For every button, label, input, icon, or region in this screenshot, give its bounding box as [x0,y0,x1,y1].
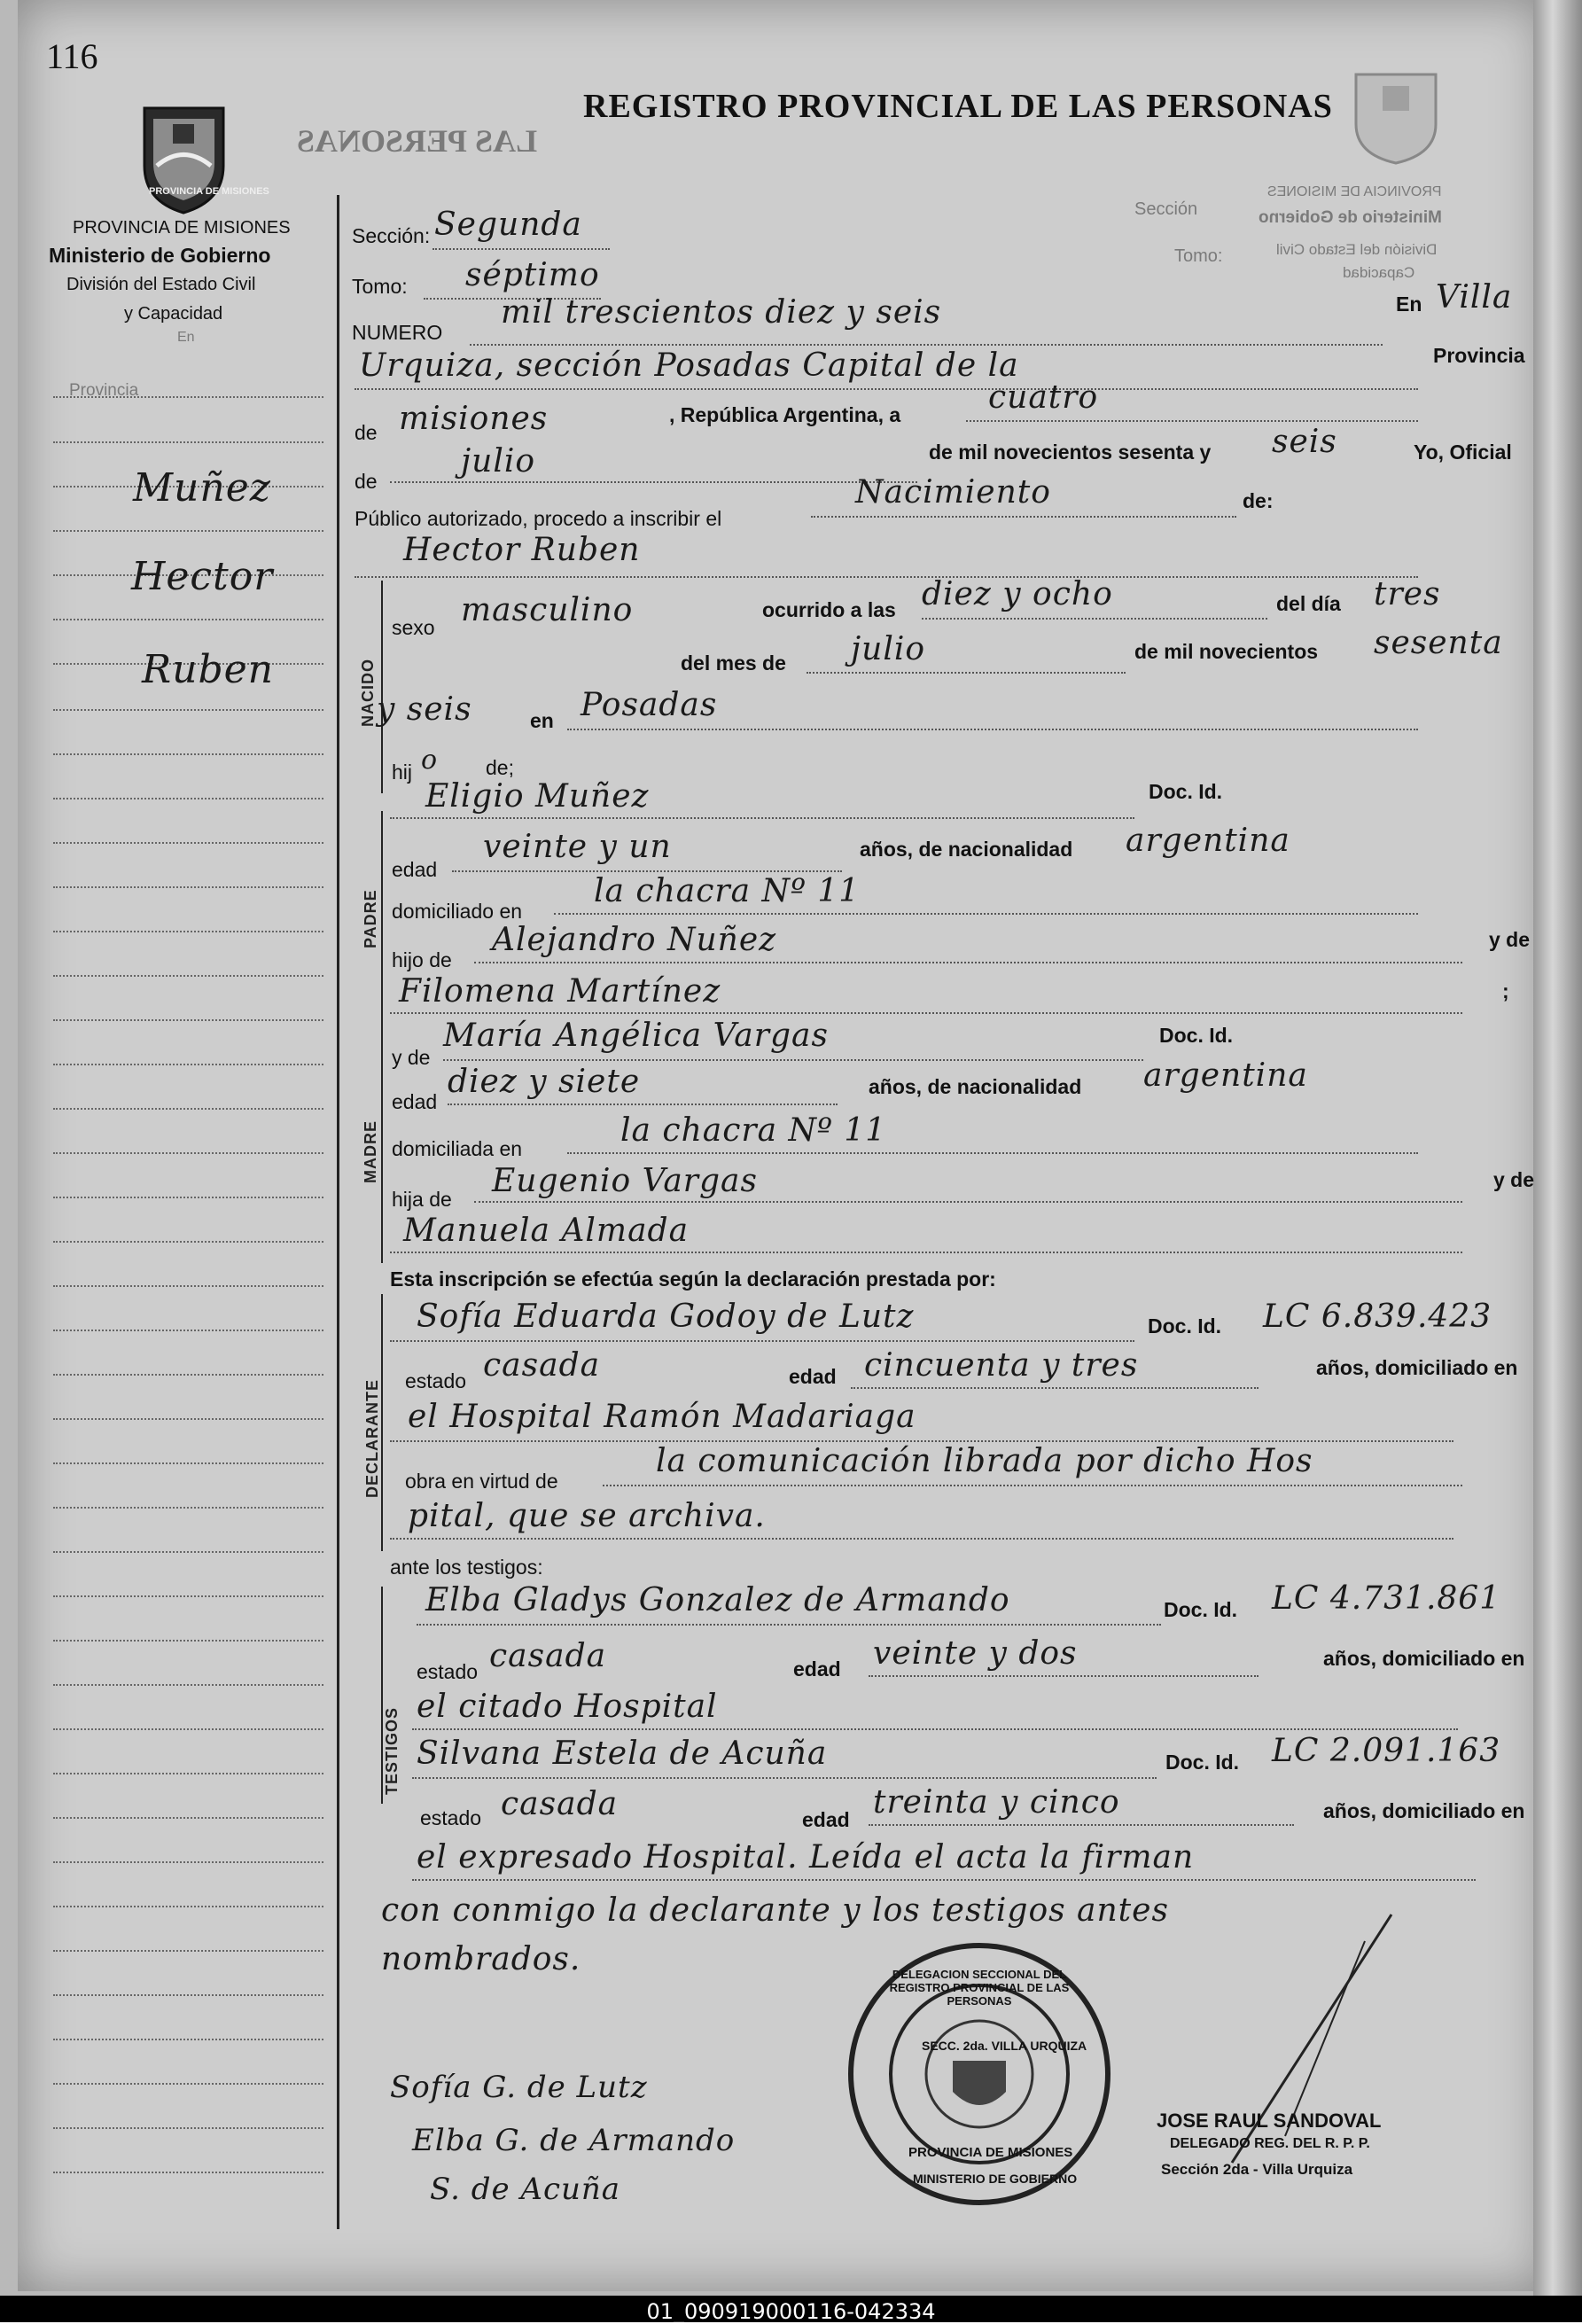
padre-nac-label: años, de nacionalidad [860,838,1073,861]
bleed-capacidad: Capacidad [1343,264,1415,281]
margin-line [53,1728,323,1730]
t2-estado-value: casada [501,1786,619,1822]
seccion-label: Sección: [352,224,431,247]
margin-line [53,1950,323,1952]
nacido-border [381,581,383,793]
t2-dom-value: el expresado Hospital. Leída el acta la firman [417,1839,1195,1876]
margin-line [53,1418,323,1420]
declarante-line4-rule [390,1538,1453,1540]
inscribir-line [811,516,1236,518]
margin-line [53,1197,323,1198]
declarante-dom-label: años, domiciliado en [1316,1356,1518,1379]
t2-doc-label: Doc. Id. [1165,1751,1240,1774]
dia-line [966,420,1418,422]
margin-line [53,798,323,799]
margin-line [53,1241,323,1243]
stamp-bottom: PROVINCIA DE MISIONES [908,2145,1073,2160]
madre-doc-label: Doc. Id. [1159,1024,1234,1047]
margin-line [53,1374,323,1376]
mirror-bleed-title: LAS PERSONAS [297,123,538,159]
sexo-label: sexo [392,616,435,639]
t2-doc-value: LC 2.091.163 [1272,1733,1501,1769]
margin-line [53,1684,323,1686]
margin-line [53,1108,323,1110]
stamp-inner: SECC. 2da. VILLA URQUIZA [922,2039,1087,2053]
margin-line [53,1462,323,1464]
madre-dom-label: domiciliada en [392,1137,523,1160]
de-label: de [355,421,378,444]
madre-border [381,1019,383,1263]
de-value: misiones [399,401,549,437]
hijo-value: o [421,745,439,776]
ante-label: ante los testigos: [390,1556,543,1579]
madre-line2-rule [390,1252,1462,1253]
madre-yde-label: y de [392,1046,431,1069]
t1-dom-line [412,1728,1458,1730]
margin-surname: Muñez [133,465,271,511]
declarante-line2-value: el Hospital Ramón Madariaga [408,1399,916,1435]
shield-caption: PROVINCIA DE MISIONES [149,186,269,197]
declarante-estado-label: estado [405,1369,467,1392]
sexo-value: masculino [461,592,634,628]
padre-label: PADRE [362,889,379,948]
seccion-line [433,248,610,250]
line2-rule [355,388,1418,390]
inscribir-value: Nacimiento [855,474,1051,511]
declarante-doc-value: LC 6.839.423 [1263,1298,1492,1335]
page-number: 116 [46,36,98,76]
madre-dom-line [567,1152,1418,1154]
padre-nombre: Eligio Muñez [425,778,650,815]
stamp-ministry: MINISTERIO DE GOBIERNO [913,2172,1078,2186]
margin-line [53,1019,323,1021]
t1-doc-label: Doc. Id. [1164,1598,1238,1621]
t1-doc-value: LC 4.731.861 [1272,1580,1501,1617]
hijo-de-label: de; [486,756,514,779]
hijo-label: hij [392,760,413,784]
t1-dom-value: el citado Hospital [417,1688,718,1725]
margin-line [53,1817,323,1819]
del-dia-label: del día [1276,592,1341,615]
line2-value: Urquiza, sección Posadas Capital de la [359,347,1019,384]
nacido-mes-value: julio [851,631,926,667]
t1-nombre-line [417,1624,1161,1626]
madre-hija-label: hija de [392,1188,452,1211]
signature-2: Elba G. de Armando [412,2123,736,2158]
t2-edad-value: treinta y cinco [873,1784,1120,1821]
bleed-crest-icon [1347,64,1445,166]
numero-label: NUMERO [352,321,443,344]
nacido-mes-line [807,672,1126,674]
margin-line [53,709,323,711]
margin-provincia: Provincia [69,381,139,400]
padre-semi: ; [1502,979,1509,1002]
footer-id: 01_090919000116-042334 [646,2299,936,2324]
margin-line [53,886,323,888]
lugar-value: Posadas [581,687,718,723]
padre-edad-line [452,870,842,872]
t1-estado-value: casada [489,1638,607,1674]
official-section: Sección 2da - Villa Urquiza [1161,2161,1353,2178]
en-label: En [1396,292,1422,316]
madre-nac-label: años, de nacionalidad [869,1075,1082,1098]
closing2: nombrados. [381,1941,581,1977]
padre-edad-value: veinte y un [483,829,672,865]
margin-line [53,619,323,620]
margin-line [53,530,323,532]
anio-value: seis [1272,424,1337,460]
madre-dom-value: la chacra Nº 11 [620,1112,887,1149]
nacido-label: NACIDO [359,659,377,727]
official-name: JOSE RAUL SANDOVAL [1157,2110,1382,2132]
obra-label: obra en virtud de [405,1470,558,1493]
t2-nombre: Silvana Estela de Acuña [417,1735,828,1772]
en-value: Villa [1436,279,1513,316]
official-title: DELEGADO REG. DEL R. P. P. [1170,2136,1370,2151]
nacido-mil-label: de mil novecientos [1134,640,1319,663]
republica-label: , República Argentina, a [669,403,901,426]
margin-line [53,2127,323,2129]
t2-nombre-line [412,1777,1157,1779]
madre-label: MADRE [362,1120,379,1183]
madre-nac-value: argentina [1143,1057,1308,1094]
padre-nombre-line [390,817,1134,819]
t2-edad-line [869,1824,1294,1826]
dia-value: cuatro [988,379,1099,416]
nacido-anio-value: sesenta [1374,625,1503,661]
padre-nac-value: argentina [1126,823,1290,859]
signature-3: S. de Acuña [430,2172,621,2207]
margin-line [53,1773,323,1774]
margin-line [53,1330,323,1331]
stamp-ring: DELEGACION SECCIONAL DEL REGISTRO PROVINCIAL DE LAS PERSONAS [889,1968,1070,2008]
t2-dom-label: años, domiciliado en [1323,1799,1525,1822]
declarante-edad-label: edad [789,1365,837,1388]
margin-name1: Hector [131,554,274,599]
declarante-estado-value: casada [483,1347,601,1384]
madre-edad-label: edad [392,1090,438,1113]
province-shield-icon [137,99,230,214]
declarante-intro: Esta inscripción se efectúa según la declaración prestada por: [390,1267,996,1291]
bleed-provincia: PROVINCIA DE MISIONES [1267,184,1442,199]
t1-edad-label: edad [793,1657,841,1681]
margin-line [53,1994,323,1996]
declarante-edad-value: cincuenta y tres [864,1347,1139,1384]
t1-nombre: Elba Gladys Gonzalez de Armando [425,1582,1010,1618]
margin-line [53,1640,323,1642]
margin-line [53,1861,323,1863]
de2-label: de [355,470,378,493]
padre-hijo-line [474,962,1462,963]
nombre-line [355,576,1418,578]
en-label-small: En [177,330,195,345]
t1-edad-line [869,1675,1259,1677]
margin-line [53,1507,323,1509]
del-mes-label: del mes de [681,651,786,675]
page-title: REGISTRO PROVINCIAL DE LAS PERSONAS [583,88,1333,125]
closing1: con conmigo la declarante y los testigos antes [381,1892,1169,1929]
margin-line [53,1551,323,1553]
obra-line [603,1485,1462,1486]
nacido-anio-cont: y seis [377,691,472,728]
padre-edad-label: edad [392,858,438,881]
numero-value: mil trescientos diez y seis [501,294,942,331]
mes-value: julio [461,443,536,480]
mes-line [390,481,917,483]
madre-yde2-label: y de [1493,1168,1535,1191]
padre-doc-label: Doc. Id. [1149,780,1223,803]
madre-edad-line [448,1104,838,1105]
madre-edad-value: diez y siete [448,1064,641,1100]
margin-line [53,975,323,977]
nacido-dia-value: tres [1374,576,1441,612]
t2-dom-line [412,1879,1476,1881]
padre-hijo-value: Alejandro Nuñez [492,922,777,958]
padre-dom-label: domiciliado en [392,900,523,923]
padre-dom-line [554,913,1418,915]
padre-border [381,811,383,1028]
nombre-value: Hector Ruben [403,532,641,568]
division-label: División del Estado Civil [66,275,256,294]
margin-line [53,2039,323,2040]
margin-line [53,1152,323,1154]
bleed-division: División del Estado Civil [1276,241,1438,258]
hora-value: diez y ocho [922,576,1113,612]
mil-label: de mil novecientos sesenta y [929,441,1212,464]
declarante-line2-rule [390,1440,1453,1442]
madre-line2-value: Manuela Almada [403,1213,690,1249]
seccion-value: Segunda [434,207,582,243]
margin-line [53,1285,323,1287]
declarante-nombre-line [390,1340,1134,1342]
province-label: PROVINCIA DE MISIONES [73,218,291,238]
t1-dom-label: años, domiciliado en [1323,1647,1525,1670]
madre-nombre: María Angélica Vargas [443,1018,829,1054]
padre-dom-value: la chacra Nº 11 [594,873,861,909]
t2-edad-label: edad [802,1808,850,1831]
t2-estado-label: estado [420,1806,482,1829]
ocurrido-label: ocurrido a las [762,598,896,621]
margin-line [53,1595,323,1597]
declarante-line4-value: pital, que se archiva. [408,1498,766,1534]
margin-name2: Ruben [142,647,275,692]
numero-line [470,344,1383,346]
madre-nombre-line [443,1059,1143,1061]
testigos-label: TESTIGOS [383,1706,401,1795]
book-spine [1533,0,1582,2296]
declarante-label: DECLARANTE [363,1379,381,1498]
ministry-label: Ministerio de Gobierno [49,244,271,267]
t1-estado-label: estado [417,1660,479,1683]
signature-1: Sofía G. de Lutz [390,2070,648,2105]
padre-yde-label: y de [1489,928,1531,951]
margin-line [53,1064,323,1065]
capacity-label: y Capacidad [124,304,223,324]
lugar-line [567,729,1418,730]
provincia-label: Provincia [1433,344,1525,367]
tomo-label: Tomo: [352,275,408,298]
hora-line [922,618,1267,620]
yo-label: Yo, Oficial [1414,441,1512,464]
tomo-value: séptimo [465,257,600,293]
margin-line [53,753,323,755]
padre-line2-rule [390,1012,1462,1014]
margin-line [53,1906,323,1907]
bleed-tomo: Tomo: [1174,246,1223,266]
margin-line [53,2083,323,2085]
declarante-nombre: Sofía Eduarda Godoy de Lutz [417,1298,915,1335]
de3-label: de: [1243,489,1274,512]
main-left-border [337,195,339,2229]
margin-line [53,842,323,844]
margin-line [53,931,323,932]
publico-label: Público autorizado, procedo a inscribir el [355,507,722,530]
nacido-en-label: en [530,709,554,732]
margin-line [53,2172,323,2173]
bleed-seccion: Sección [1134,199,1198,219]
padre-hijo-label: hijo de [392,948,452,971]
obra-value: la comunicación librada por dicho Hos [656,1443,1313,1479]
madre-hija-value: Eugenio Vargas [492,1163,758,1199]
margin-line [53,441,323,443]
declarante-doc-label: Doc. Id. [1148,1314,1222,1337]
padre-line2-value: Filomena Martínez [399,973,721,1010]
t1-edad-value: veinte y dos [873,1635,1078,1672]
madre-hija-line [474,1201,1462,1203]
bleed-ministerio: Ministerio de Gobierno [1259,208,1442,227]
declarante-edad-line [851,1387,1259,1389]
